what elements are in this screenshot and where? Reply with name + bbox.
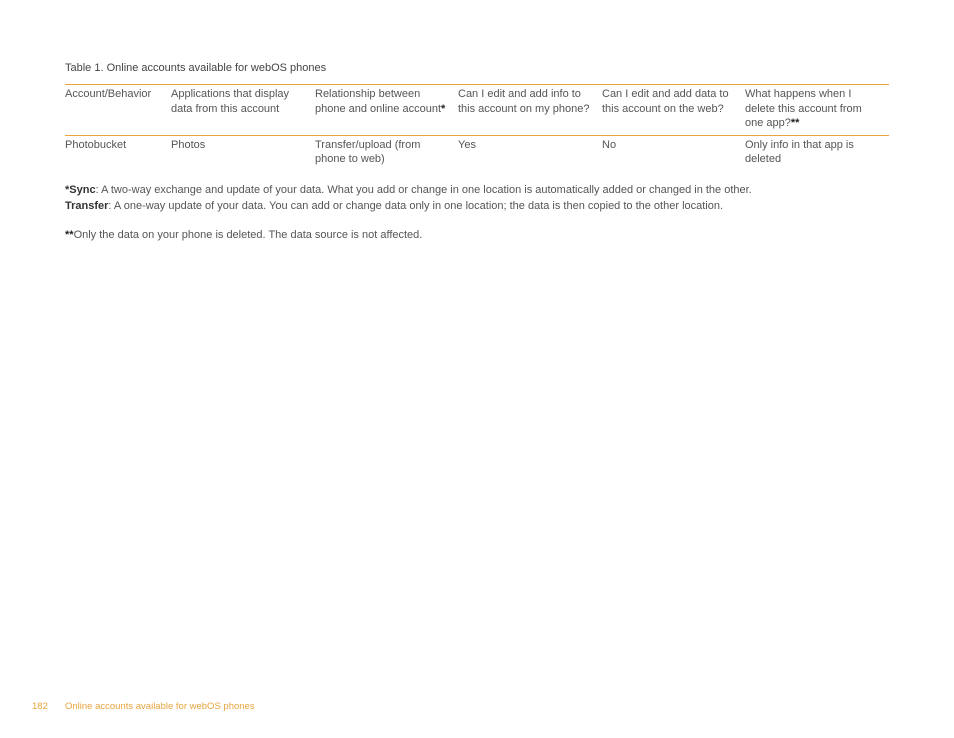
cell-account: Photobucket <box>65 138 127 151</box>
cell-applications: Photos <box>171 138 206 151</box>
transfer-term: Transfer <box>65 200 109 212</box>
cell-relationship: Transfer/upload (from phone to web) <box>315 138 421 165</box>
cell-edit-on-phone: Yes <box>458 138 476 151</box>
cell-delete-behavior: Only info in that app is deleted <box>745 138 854 165</box>
table-header-row <box>65 85 889 136</box>
page-footer <box>32 701 255 712</box>
sync-term: *Sync <box>65 184 96 196</box>
delete-footnote: **Only the data on your phone is deleted. The data source is not affected. <box>65 229 423 241</box>
cell-edit-on-web: No <box>602 138 617 151</box>
header-edit-on-phone: Can I edit and add info to this account on my phone? <box>458 85 602 136</box>
page-number: 182 <box>32 701 48 712</box>
header-edit-on-web: Can I edit and add data to this account on the web? <box>602 85 745 136</box>
definitions <box>65 182 752 214</box>
transfer-definition: Transfer: A one-way update of your data. You can add or change data only in one location; the data is then copied to the other location. <box>65 200 724 212</box>
table-row <box>65 135 889 171</box>
header-applications: Applications that display data from this account <box>171 85 315 136</box>
header-relationship: Relationship between phone and online account* <box>315 85 458 136</box>
header-account-behavior: Account/Behavior <box>65 85 171 136</box>
footer-section-title: Online accounts available for webOS phones <box>65 701 255 712</box>
sync-definition: *Sync: A two-way exchange and update of your data. What you add or change in one location is automatically added or changed in the other. <box>65 184 752 196</box>
header-delete-behavior: What happens when I delete this account from one app?** <box>745 85 889 136</box>
accounts-table <box>65 84 889 171</box>
table-caption: Table 1. Online accounts available for webOS phones <box>65 62 327 74</box>
